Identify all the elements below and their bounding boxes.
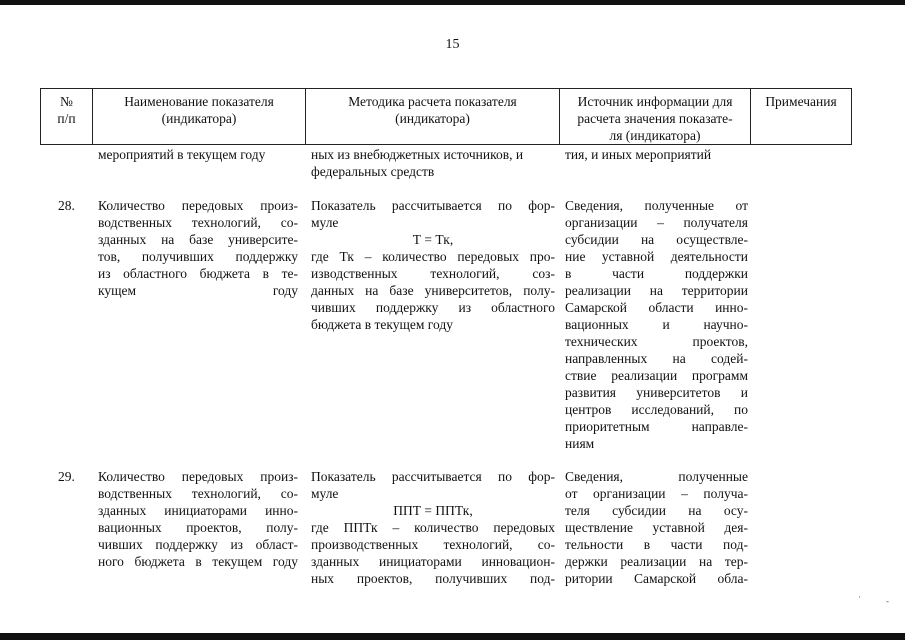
continuation-source: тия, и иных мероприятий [565,147,712,162]
header-top-line [40,88,852,89]
bottom-scan-border [0,633,905,640]
continuation-name: мероприятий в текущем году [98,147,266,162]
header-source: Источник информации для расчета значения показате- ля (индикатора) [577,94,733,143]
row-28-source: Сведения, полученные от организации – получателя субсидии на осуществле- ние уставной деятельности в части поддержки реализации на территории Самарской области инно- вационных и научно- технических проектов, направленных на содей- ствие реализации программ развития университетов и центров исследований, по приоритетным направле- ниям [565,198,748,451]
scan-speck: - [886,596,889,606]
row-28-method: Показатель рассчитывается по фор- муле Т = Тк, где Тк – количество передовых про- изводственных технологий, соз- данных на базе университетов, полу- чивших поддержку из областного бюджета в текущем году [311,198,555,332]
row-28-number: 28. [58,198,75,213]
header-notes: Примечания [765,94,837,109]
row-29-formula: ППТ = ППТк, [393,503,473,518]
header-bottom-line [40,144,852,145]
header-num: № п/п [57,94,76,126]
row-29-method: Показатель рассчитывается по фор- муле ППТ = ППТк, где ППТк – количество передовых производственных технологий, со- зданных инициаторами инновацион- ных проектов, получивших под- [311,469,555,586]
page-number: 15 [445,37,460,52]
row-29-name: Количество передовых произ- водственных технологий, со- зданных инициаторами инно- вационных проектов, полу- чивших поддержку из област- ного бюджета в текущем году [98,469,298,569]
continuation-method: ных из внебюджетных источников, и федеральных средств [311,147,524,179]
top-scan-border [0,0,905,5]
row-28-name: Количество передовых произ- водственных технологий, со- зданных на базе университе- тов, получивших поддержку из областного бюджета в те- кущем году [98,198,298,298]
scan-speck: · [858,592,861,602]
header-name: Наименование показателя (индикатора) [124,94,274,126]
row-28-formula: Т = Тк, [412,232,454,247]
row-29-number: 29. [58,469,75,484]
row-29-source: Сведения, полученные от организации – получа- теля субсидии на осу- ществление уставной дея- тельности в части под- держки реализации на тер- ритории Самарской обла- [565,469,748,586]
header-method: Методика расчета показателя (индикатора) [348,94,517,126]
col-line-5 [851,88,852,145]
